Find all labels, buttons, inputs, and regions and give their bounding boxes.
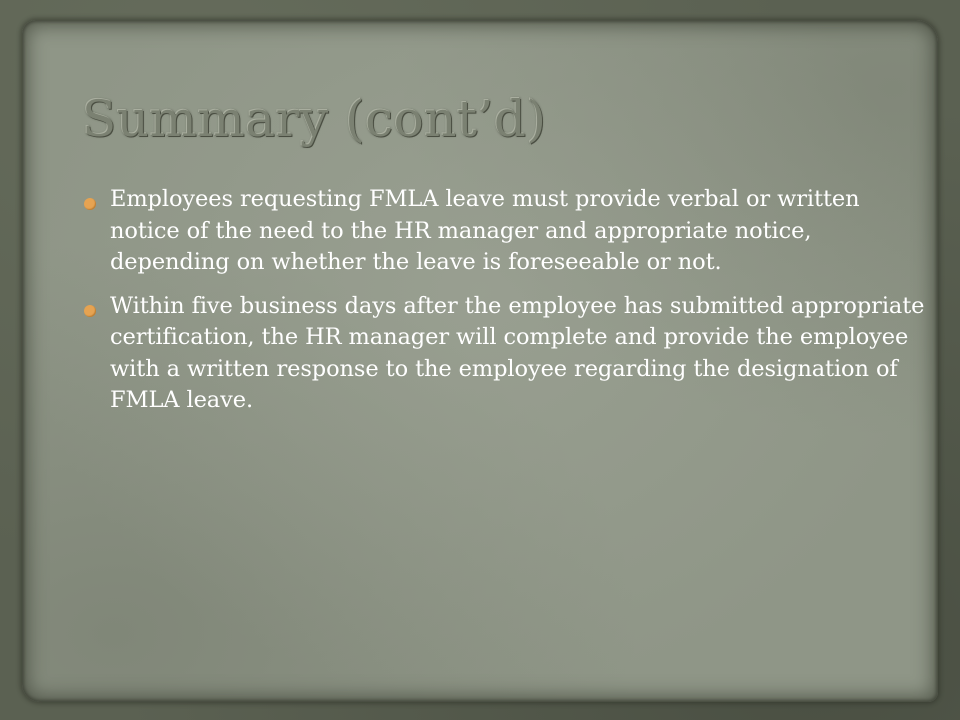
bullet-text: Within five business days after the employee has submitted appropriate certification, the HR manager will complete and provide the employee with a written response to the employee regarding the designation of FMLA leave.: [110, 292, 925, 413]
bullet-text: Employees requesting FMLA leave must provide verbal or written notice of the need to the HR manager and appropriate notice, depending on whether the leave is foreseeable or not.: [110, 186, 860, 275]
bullet-dot-icon: [84, 305, 96, 317]
bullet-item: [82, 291, 932, 417]
slide-title: Summary (cont’d): [82, 90, 547, 148]
bullet-dot-icon: [84, 198, 96, 210]
slide-card: [22, 20, 938, 702]
bullet-item: [82, 184, 932, 279]
bullet-list: [82, 184, 932, 429]
